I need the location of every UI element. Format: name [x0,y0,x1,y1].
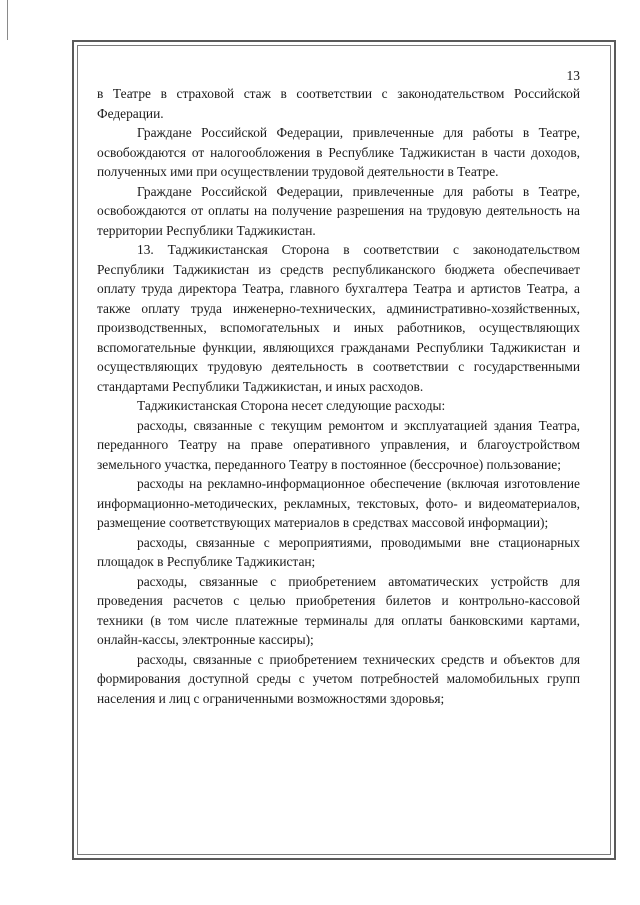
document-body [97,84,580,708]
paragraph-expense-advertising: расходы на рекламно-информационное обеспечение (включая изготовление информационно-методических, рекламных, текстовых, фото- и видеоматериалов, размещение соответствующих материалов в средствах массовой информации); [97,476,580,530]
paragraph-work-permit: Граждане Российской Федерации, привлеченные для работы в Театре, освобождаются от оплаты на получение разрешения на трудовую деятельность на территории Республики Таджикистан. [97,183,580,238]
paragraph-expense-accessibility: расходы, связанные с приобретением технических средств и объектов для формирования доступной среды с учетом потребностей маломобильных групп населения и лиц с ограниченными возможностями здоровья; [97,651,580,706]
scan-edge-line [7,0,8,40]
paragraph-expenses-intro: Таджикистанская Сторона несет следующие расходы: [137,398,446,413]
paragraph-clause-13: 13. Таджикистанская Сторона в соответствии с законодательством Республики Таджикистан из средств республиканского бюджета обеспечивает оплату труда директора Театра, главного бухгалтера Театра и артистов Театра, а также оплату труда инженерно-технических, административно-хозяйственных, производственных, вспомогательных и иных работников, осуществляющих вспомогательные функции, являющихся гражданами Республики Таджикистан и осуществляющих трудовую деятельность в соответствии с государственными стандартами Республики Таджикистан, и иных расходов. [97,242,580,394]
paragraph-expense-repair: расходы, связанные с текущим ремонтом и эксплуатацией здания Театра, переданного Театру на праве оперативного управления, и благоустройством земельного участка, переданного Театру в постоянное (бессрочное) пользование; [97,417,580,472]
paragraph-expense-ticketing: расходы, связанные с приобретением автоматических устройств для проведения расчетов с целью приобретения билетов и контрольно-кассовой техники (в том числе платежные терминалы для оплаты банковскими картами, онлайн-кассы, электронные кассиры); [97,573,580,647]
page-number: 13 [566,68,580,83]
paragraph-continuation: в Театре в страховой стаж в соответствии с законодательством Российской Федерации. [97,86,580,121]
paragraph-expense-events: расходы, связанные с мероприятиями, проводимыми вне стационарных площадок в Республике Таджикистан; [97,534,580,569]
paragraph-tax-exemption: Граждане Российской Федерации, привлеченные для работы в Театре, освобождаются от налогообложения в Республике Таджикистан в части доходов, полученных ими при осуществлении трудовой деятельности в Театре. [97,125,580,179]
